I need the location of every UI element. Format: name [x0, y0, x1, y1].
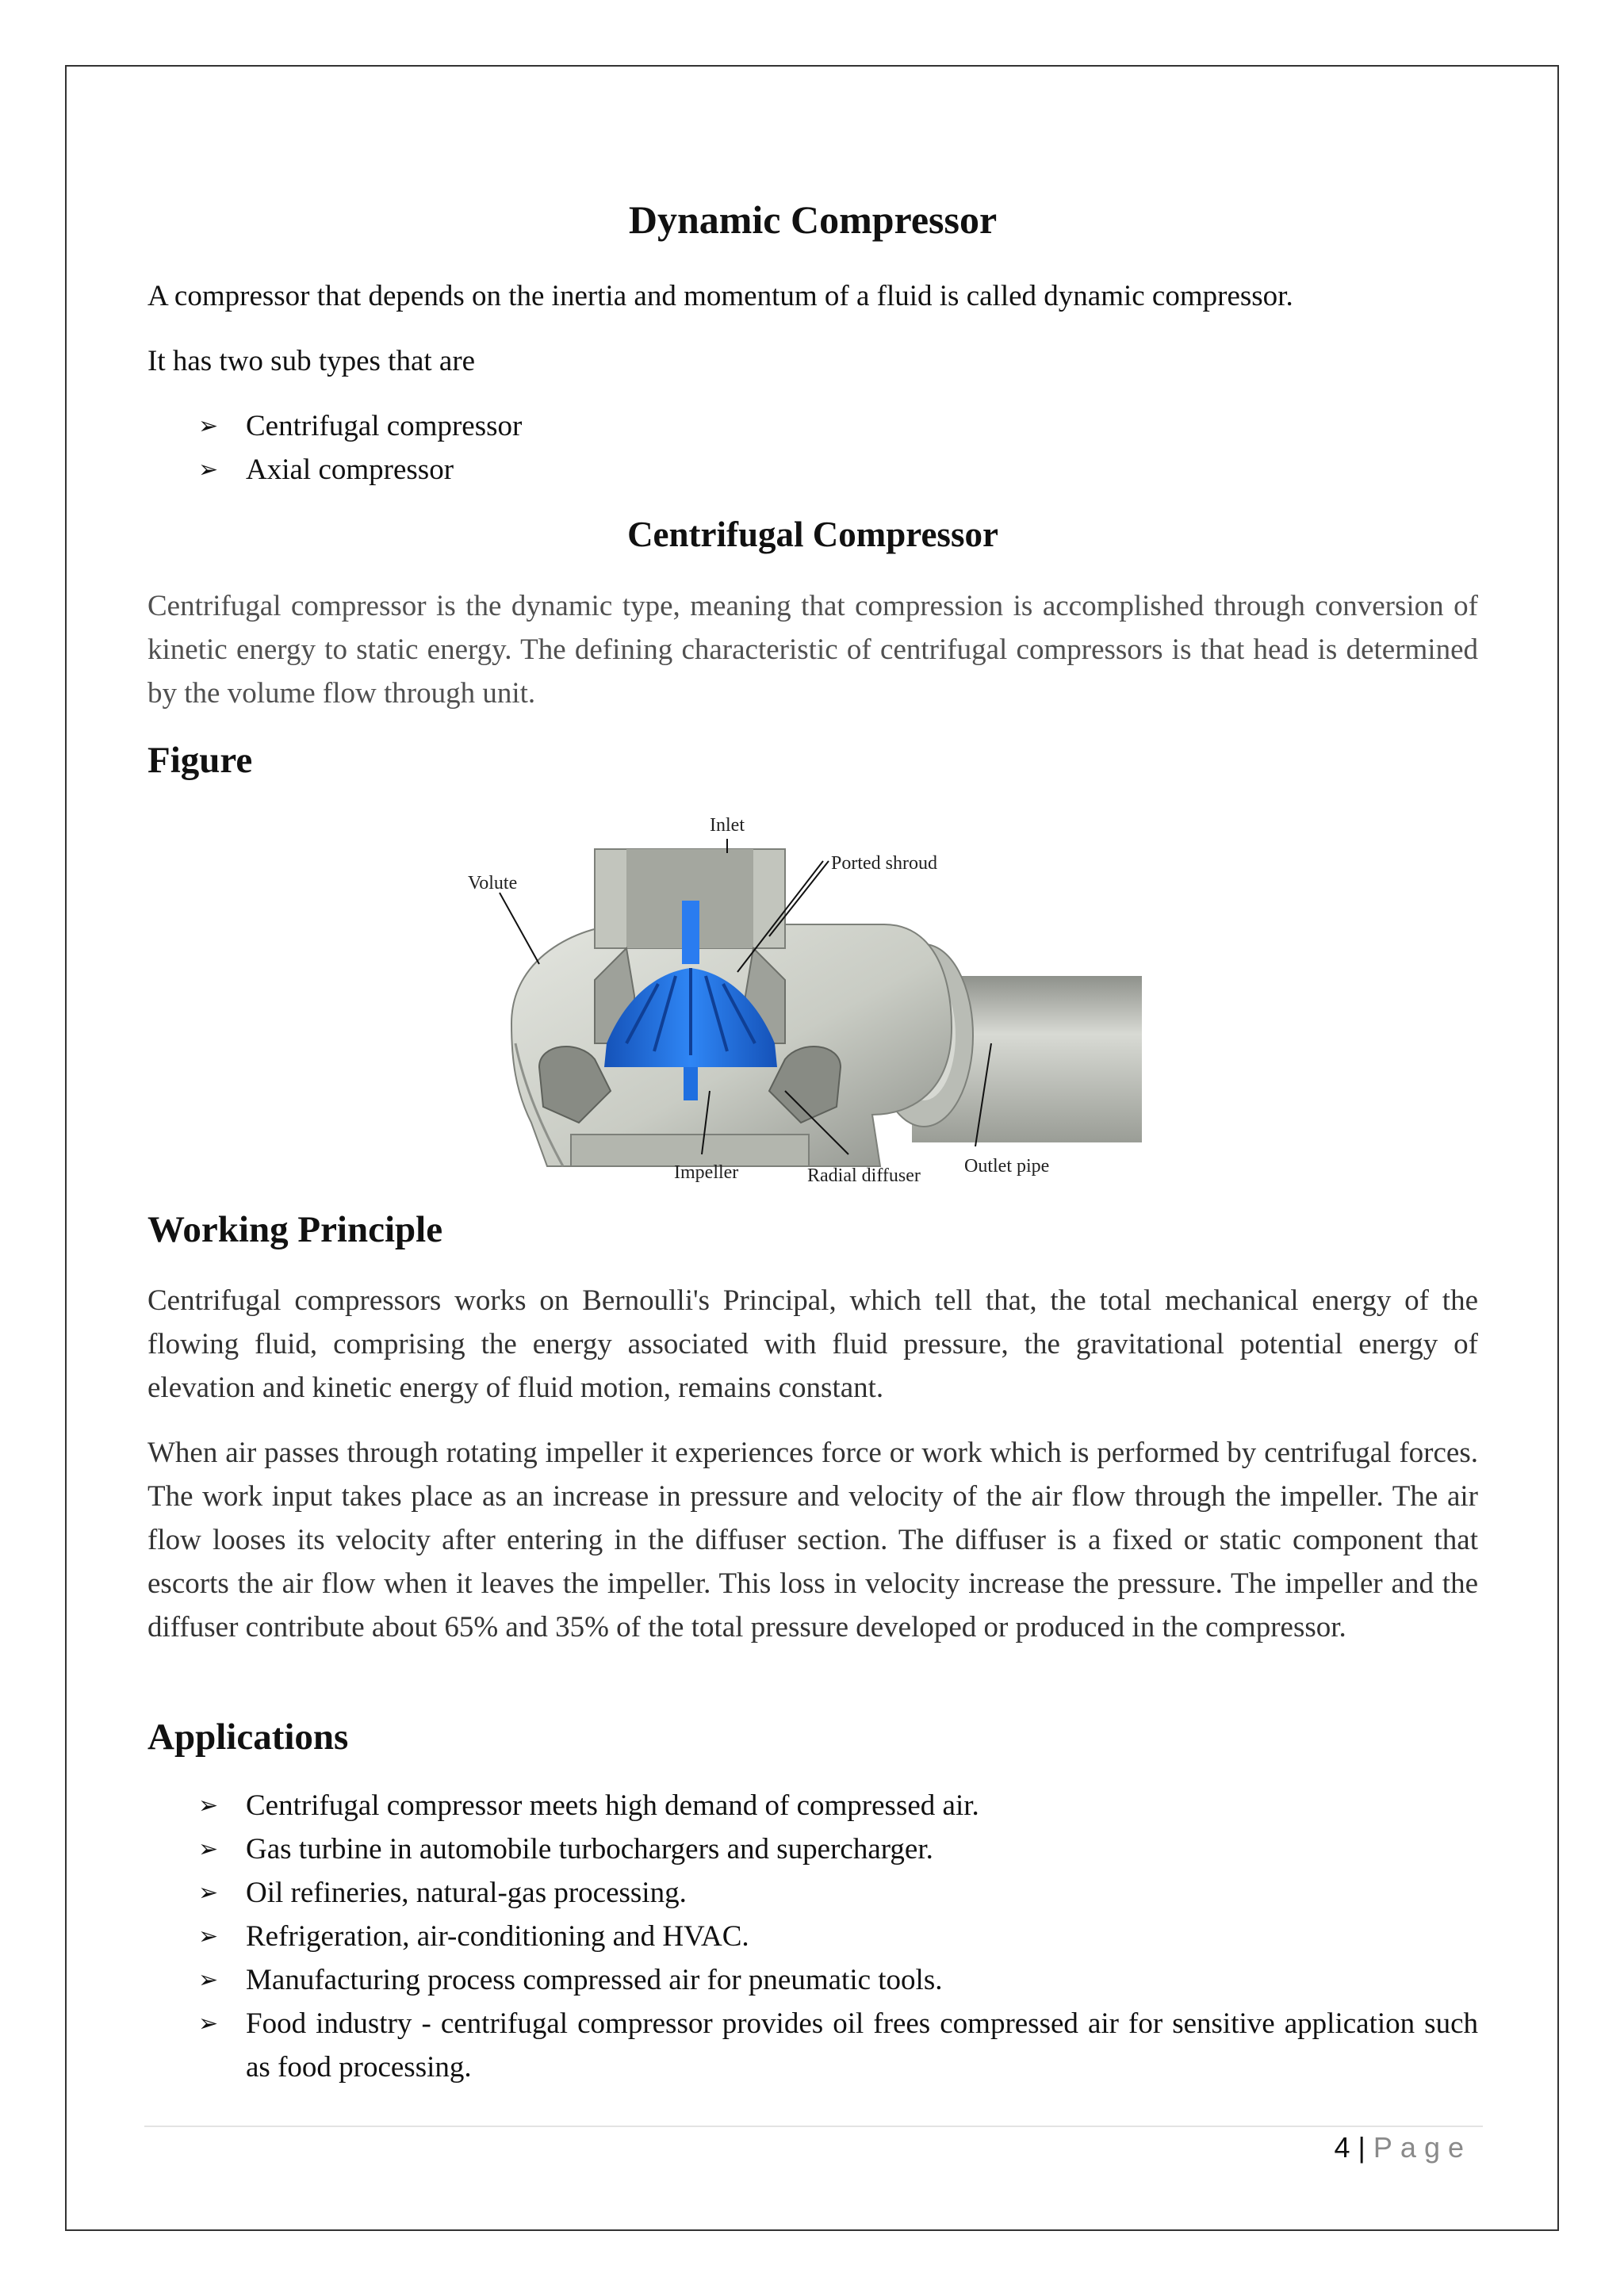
compressor-figure	[468, 806, 1150, 1202]
page-separator: |	[1358, 2131, 1365, 2164]
list-item: ➢ Centrifugal compressor	[198, 404, 1478, 448]
page-title: Dynamic Compressor	[628, 197, 998, 242]
arrow-bullet-icon: ➢	[198, 1792, 219, 1820]
arrow-bullet-icon: ➢	[198, 412, 219, 440]
arrow-bullet-icon: ➢	[198, 1966, 219, 1994]
centrifugal-paragraph: Centrifugal compressor is the dynamic type, meaning that compression is accomplished through conversion of kinetic energy to static energy. The defining characteristic of centrifugal compressors is that head is determined by the volume flow through unit.	[147, 590, 1478, 710]
intro-paragraph: A compressor that depends on the inertia and momentum of a fluid is called dynamic compressor.	[147, 280, 1293, 312]
working-principle-paragraph-1: Centrifugal compressors works on Bernoulli's Principal, which tell that, the total mechanical energy of the flowing fluid, comprising the energy associated with fluid pressure, the gravitational potential energy of elevation and kinetic energy of fluid motion, remains constant.	[147, 1284, 1478, 1404]
list-item: ➢ Centrifugal compressor meets high demand of compressed air.	[198, 1784, 1478, 1827]
label-outlet-pipe: Outlet pipe	[964, 1156, 1050, 1177]
arrow-bullet-icon: ➢	[198, 1923, 219, 1950]
label-volute: Volute	[468, 873, 518, 894]
label-ported-shroud: Ported shroud	[831, 853, 937, 874]
list-item: ➢ Axial compressor	[198, 448, 1478, 492]
list-item: ➢ Food industry - centrifugal compressor provides oil frees compressed air for sensitive application such as food processing.	[198, 2002, 1478, 2089]
label-impeller: Impeller	[674, 1162, 739, 1183]
label-inlet: Inlet	[710, 815, 745, 836]
footer-divider	[144, 2126, 1483, 2127]
applications-heading: Applications	[147, 1716, 349, 1758]
label-radial-diffuser: Radial diffuser	[807, 1165, 921, 1186]
list-item: ➢ Oil refineries, natural-gas processing.	[198, 1871, 1478, 1915]
page-footer	[1335, 2131, 1473, 2164]
list-item: ➢ Gas turbine in automobile turbochargers and supercharger.	[198, 1827, 1478, 1871]
page-word: Page	[1373, 2131, 1472, 2164]
list-item: ➢ Manufacturing process compressed air for pneumatic tools.	[198, 1958, 1478, 2002]
list-item: ➢ Refrigeration, air-conditioning and HVAC.	[198, 1915, 1478, 1958]
arrow-bullet-icon: ➢	[198, 456, 219, 484]
figure-heading: Figure	[147, 740, 253, 781]
working-principle-paragraph-2: When air passes through rotating impeller it experiences force or work which is performed by centrifugal forces. The work input takes place as an increase in pressure and velocity of the air flow through the impeller. The air flow looses its velocity after entering in the diffuser section. The diffuser is a fixed or static component that escorts the air flow when it leaves the impeller. This loss in velocity increase the pressure. The impeller and the diffuser contribute about 65% and 35% of the total pressure developed or produced in the compressor.	[147, 1437, 1478, 1644]
page-number: 4	[1334, 2131, 1350, 2164]
subtypes-lead: It has two sub types that are	[147, 345, 476, 377]
centrifugal-heading: Centrifugal Compressor	[627, 515, 998, 554]
subtypes-list	[198, 404, 1478, 492]
arrow-bullet-icon: ➢	[198, 1879, 219, 1907]
applications-list	[198, 1784, 1478, 2089]
working-principle-heading: Working Principle	[147, 1209, 443, 1250]
arrow-bullet-icon: ➢	[198, 2010, 219, 2038]
arrow-bullet-icon: ➢	[198, 1835, 219, 1863]
